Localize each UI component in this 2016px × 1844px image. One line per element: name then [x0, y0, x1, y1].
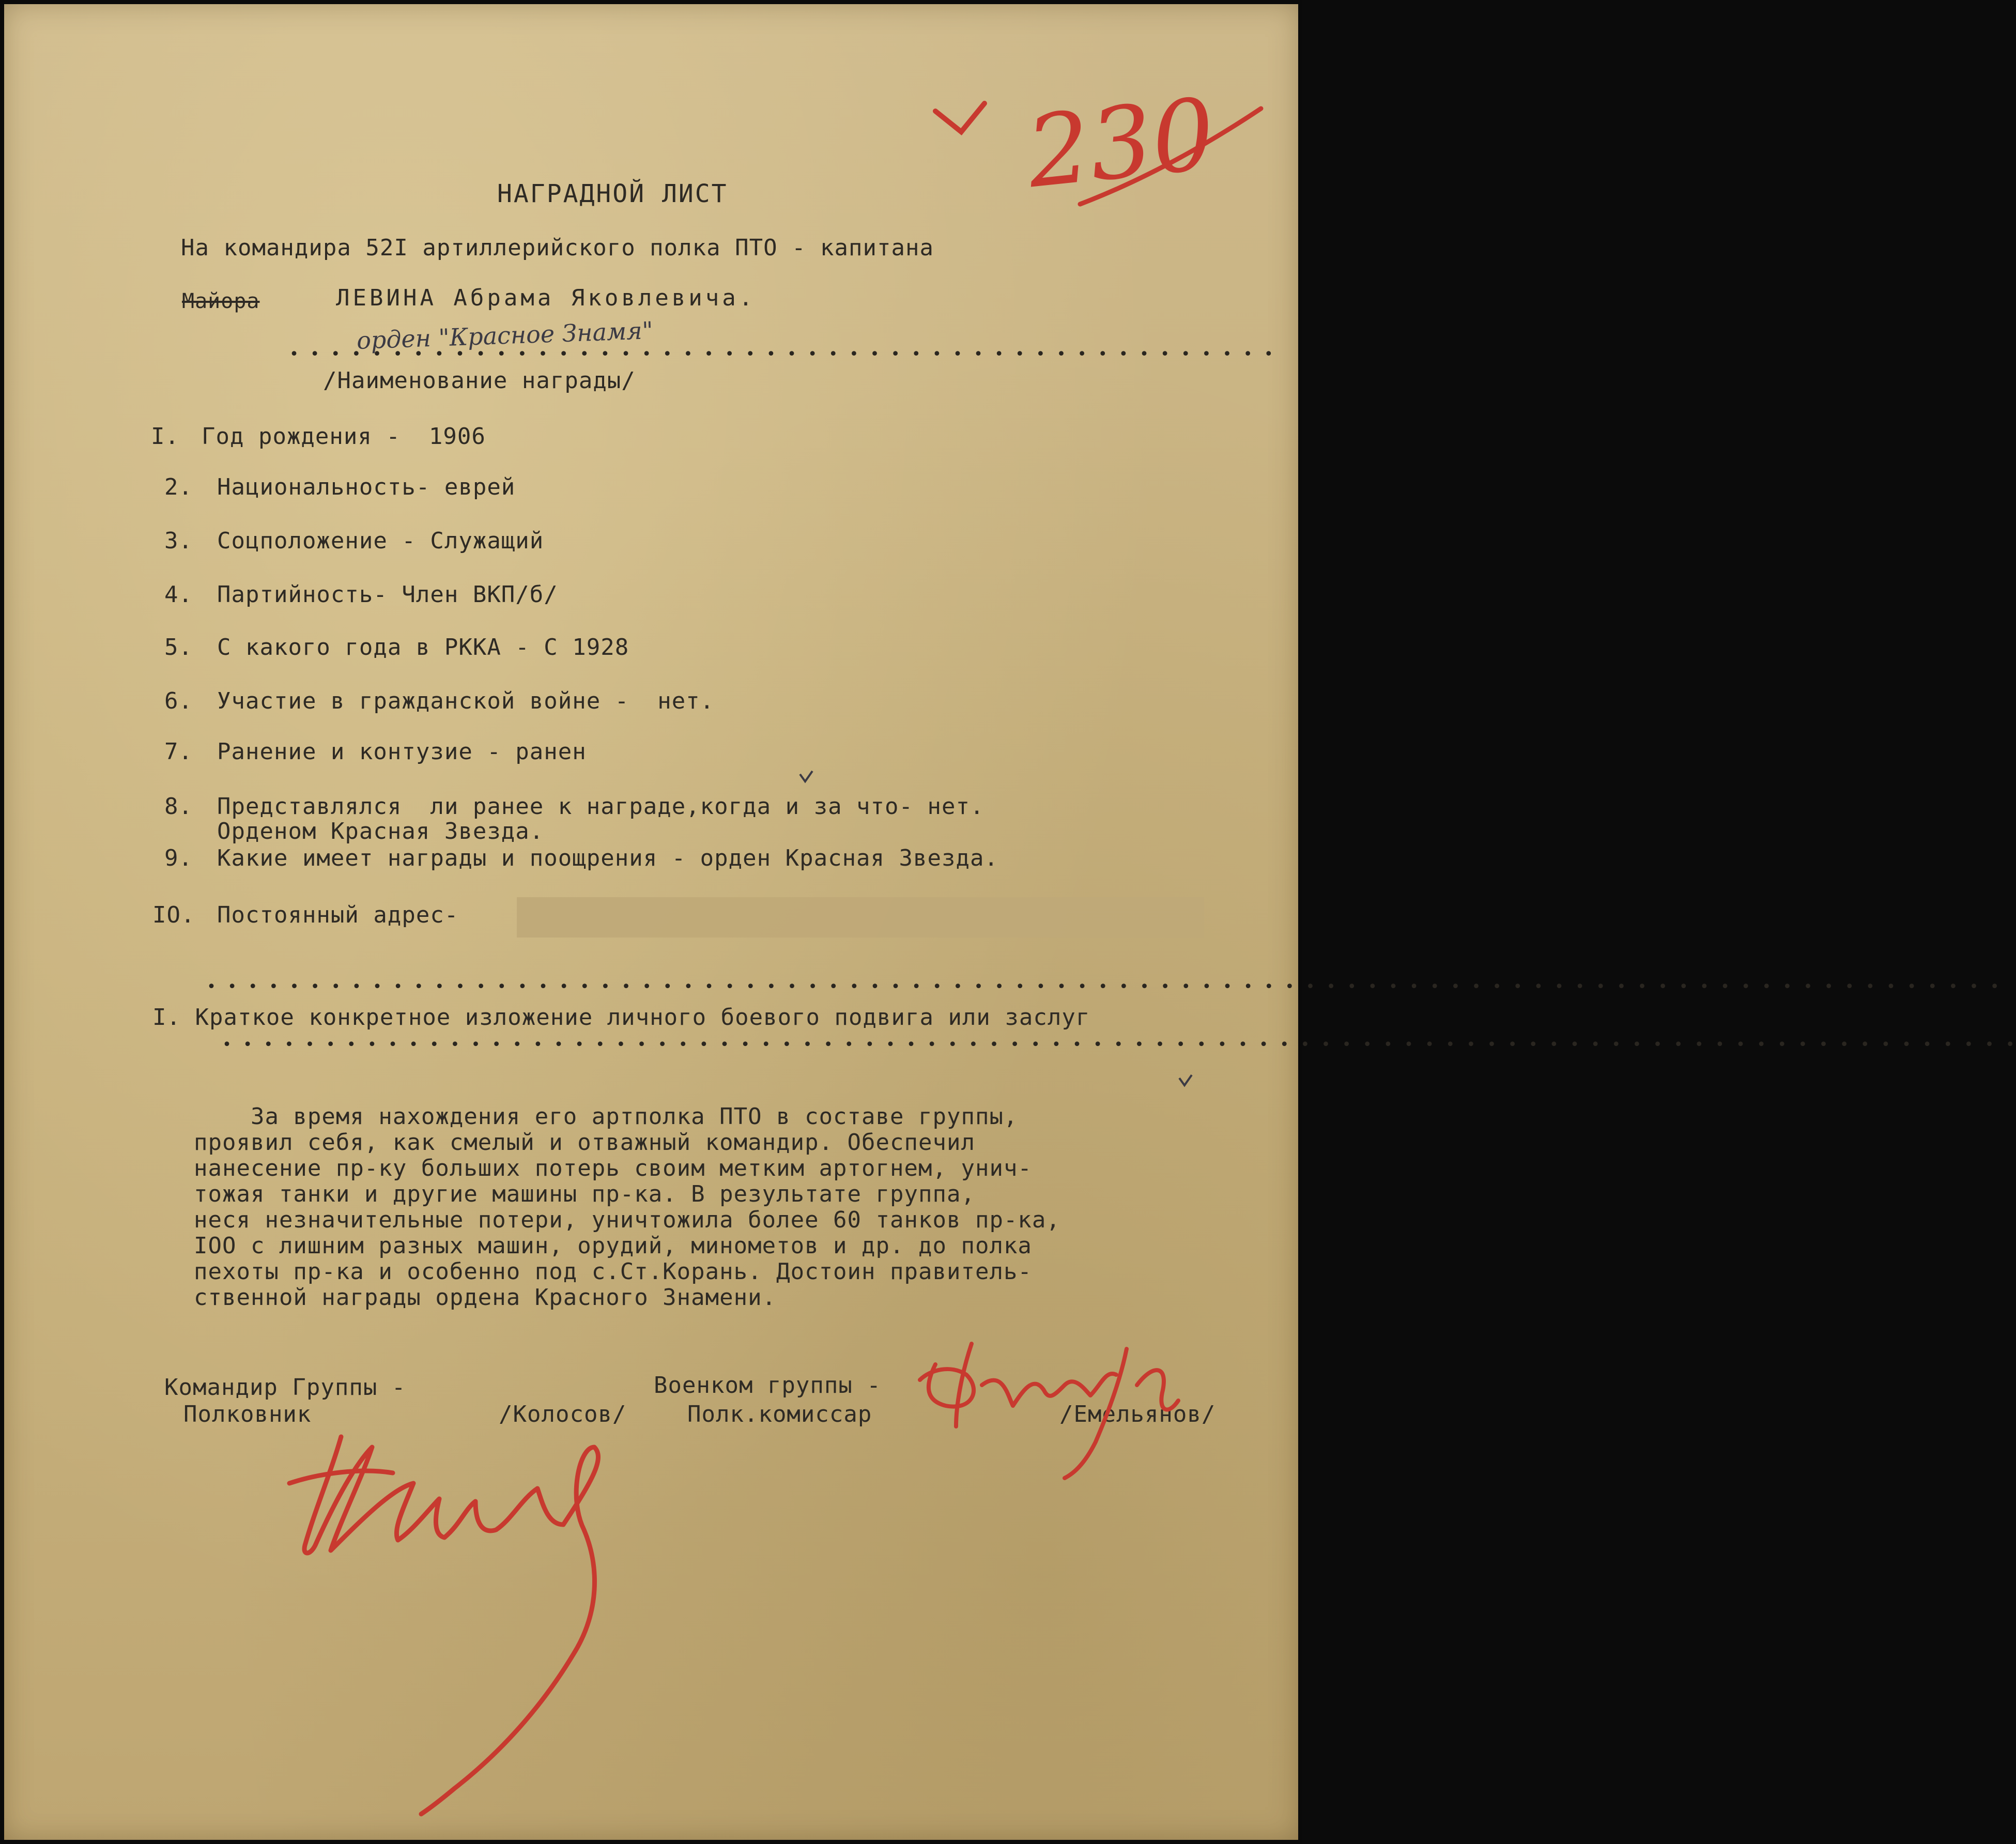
- item-text-awards-held: Какие имеет награды и поощрения - орден Красная Звезда.: [217, 845, 998, 871]
- right-signatory-title: Военком группы -: [654, 1372, 881, 1399]
- narrative-line: проявил себя, как смелый и отважный командир. Обеспечил: [194, 1129, 975, 1156]
- item-number: 2.: [164, 474, 193, 500]
- item-text-nationality: Национальность- еврей: [217, 474, 516, 500]
- item-number: I.: [151, 423, 179, 450]
- subject-line-2: ЛЕВИНА Абрама Яковлевича.: [336, 285, 756, 311]
- left-signatory-rank: Полковник: [183, 1401, 312, 1427]
- item-number: 6.: [164, 688, 193, 714]
- narrative-line: нанесение пр-ку больших потерь своим метким артогнем, унич-: [194, 1155, 1032, 1181]
- item-number: 4.: [164, 581, 193, 608]
- item-number: 5.: [164, 634, 193, 660]
- dotted-separator-bottom: • • • • • • • • • • • • • • • • • • • • • • • • • • • • • • • • • • • • • • • • • • • • • • • • • • • • • • • • • • • • • • • • • • • • • • • • • • • • • • • • • • • • • • •: [222, 1036, 2016, 1054]
- narrative-line: неся незначительные потери, уничтожила более 60 танков пр-ка,: [194, 1207, 1060, 1233]
- section-heading: I. Краткое конкретное изложение личного боевого подвига или заслуг: [152, 1004, 1090, 1031]
- redacted-address: [517, 897, 1204, 938]
- item-number: 7.: [164, 739, 193, 765]
- item-text-social-status: Соцположение - Служащий: [217, 528, 544, 554]
- item-text-birth-year: Год рождения - 1906: [202, 423, 486, 450]
- archive-number-underline: [1080, 109, 1261, 204]
- item-text-civil-war: Участие в гражданской войне - нет.: [217, 688, 715, 714]
- left-signatory-name: /Колосов/: [499, 1401, 627, 1427]
- red-check-mark: [935, 103, 984, 132]
- document-title: НАГРАДНОЙ ЛИСТ: [497, 179, 728, 208]
- left-signatory-title: Командир Группы -: [164, 1374, 406, 1401]
- commander-signature: [289, 1437, 598, 1814]
- subject-line-1: На командира 52I артиллерийского полка ПТО - капитана: [181, 235, 934, 261]
- award-handwritten: орден "Красное Знамя": [356, 316, 654, 355]
- item-number: 9.: [164, 845, 193, 871]
- narrative-line: пехоты пр-ка и особенно под с.Ст.Корань. Достоин правитель-: [194, 1258, 1032, 1285]
- item-text-previous-awards-continued: Орденом Красная Звезда.: [217, 818, 544, 844]
- item-number: IO.: [152, 902, 195, 928]
- item-text-rkka-year: С какого года в РККА - С 1928: [217, 634, 629, 660]
- item-text-party: Партийность- Член ВКП/б/: [217, 581, 558, 608]
- award-caption: /Наименование награды/: [323, 367, 636, 394]
- award-dotted-line: • • • • • • • • • • • • • • • • • • • • • • • • • • • • • • • • • • • • • • • • • • • • • • • •: [289, 345, 1274, 363]
- narrative-line: За время нахождения его артполка ПТО в составе группы,: [194, 1103, 1018, 1130]
- item-number: 8.: [164, 793, 193, 820]
- struck-rank: Майора: [182, 289, 260, 313]
- narrative-line: ственной награды ордена Красного Знамени.: [194, 1284, 777, 1311]
- item-text-previous-awards: Представлялся ли ранее к награде,когда и за что- нет.: [217, 793, 984, 820]
- dotted-separator-top: • • • • • • • • • • • • • • • • • • • • • • • • • • • • • • • • • • • • • • • • • • • • • • • • • • • • • • • • • • • • • • • • • • • • • • • • • • • • • • • • • • • • • • •: [207, 978, 2000, 996]
- narrative-line: тожая танки и другие машины пр-ка. В результате группа,: [194, 1181, 975, 1207]
- pencil-tick: [1179, 1075, 1192, 1085]
- item-number: 3.: [164, 528, 193, 554]
- archive-number: 230: [1022, 76, 1220, 210]
- pencil-tick: [800, 771, 812, 781]
- right-signatory-rank: Полк.комиссар: [687, 1401, 872, 1427]
- narrative-line: IOO с лишним разных машин, орудий, минометов и др. до полка: [194, 1233, 1032, 1259]
- item-text-wounds: Ранение и контузие - ранен: [217, 739, 587, 765]
- right-signatory-name: /Емельянов/: [1059, 1401, 1216, 1427]
- item-text-address: Постоянный адрес-: [217, 902, 459, 928]
